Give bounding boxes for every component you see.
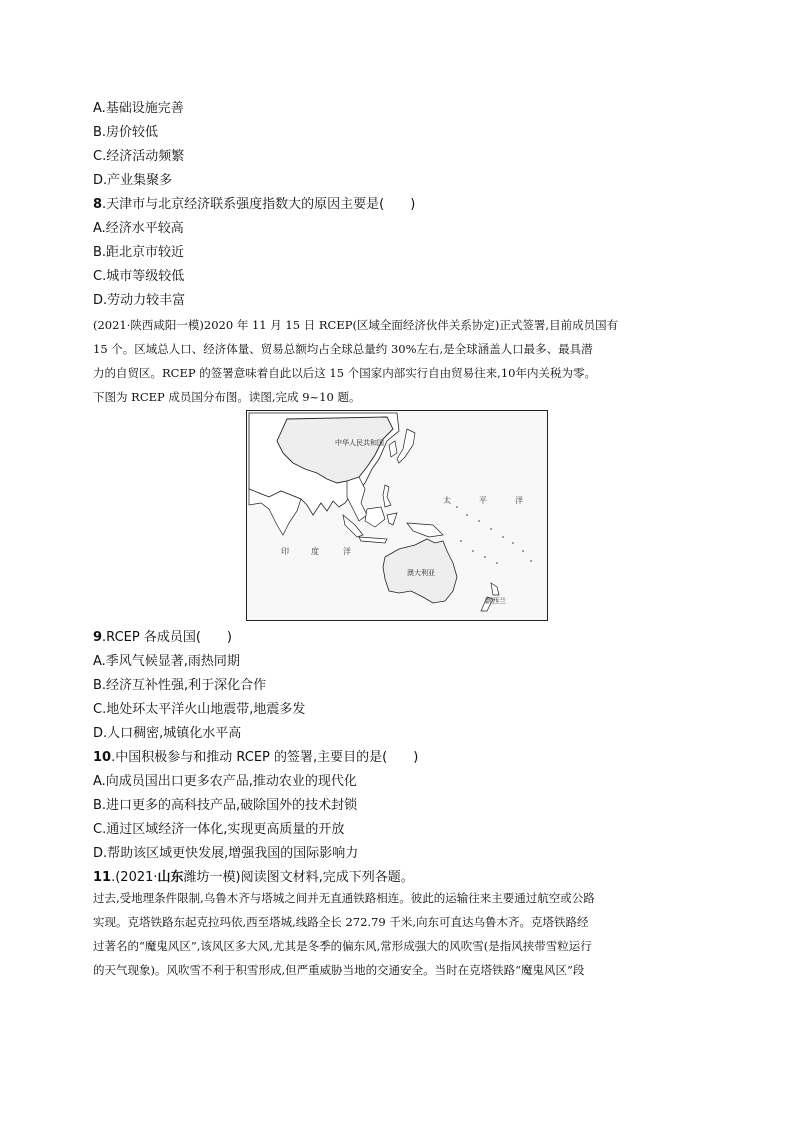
q8-option-c: C.城市等级较低 bbox=[93, 269, 185, 284]
material-line: (2021·陕西咸阳一模)2020 年 11 月 15 日 RCEP(区域全面经济伙伴关系协定)正式签署,目前成员国有 bbox=[93, 318, 619, 332]
rcep-map bbox=[246, 410, 548, 621]
q8-option-d: D.劳动力较丰富 bbox=[93, 293, 186, 308]
q7-option-c: C.经济活动频繁 bbox=[93, 149, 185, 164]
q11-material-line: 过著名的“魔鬼风区”,该风区多大风,尤其是冬季的偏东风,常形成强大的风吹雪(是指风挟带雪粒运行 bbox=[93, 939, 592, 953]
map-label-indian-1: 印 bbox=[281, 547, 289, 556]
q9-option-a: A.季风气候显著,雨热同期 bbox=[93, 654, 240, 669]
q9-stem-text: .RCEP 各成员国( ) bbox=[102, 630, 232, 645]
q8-option-b: B.距北京市较近 bbox=[93, 245, 185, 260]
map-label-pacific-1: 太 bbox=[443, 496, 451, 505]
q10-option-b: B.进口更多的高科技产品,破除国外的技术封锁 bbox=[93, 798, 358, 813]
q9-option-b: B.经济互补性强,利于深化合作 bbox=[93, 678, 267, 693]
material-paragraph bbox=[93, 313, 705, 409]
q7-option-d: D.产业集聚多 bbox=[93, 173, 173, 188]
q10-stem-text: .中国积极参与和推动 RCEP 的签署,主要目的是( ) bbox=[111, 750, 419, 765]
map-label-indian-2: 度 bbox=[311, 547, 319, 556]
q9-option-c: C.地处环太平洋火山地震带,地震多发 bbox=[93, 702, 306, 717]
material-line: 15 个。区域总人口、经济体量、贸易总额均占全球总量约 30%左右,是全球涵盖人口最多、最具潜 bbox=[93, 342, 593, 356]
q9-option-d: D.人口稠密,城镇化水平高 bbox=[93, 726, 242, 741]
map-label-pacific-2: 平 bbox=[479, 496, 487, 505]
map-label-china: 中华人民共和国 bbox=[335, 439, 384, 447]
q11-number: 11 bbox=[93, 870, 112, 885]
q10-option-c: C.通过区域经济一体化,实现更高质量的开放 bbox=[93, 822, 345, 837]
map-label-pacific-3: 洋 bbox=[515, 496, 523, 505]
q9-number: 9 bbox=[93, 630, 103, 645]
q8-stem-text: .天津市与北京经济联系强度指数大的原因主要是( ) bbox=[102, 197, 416, 212]
q10-option-a: A.向成员国出口更多农产品,推动农业的现代化 bbox=[93, 774, 357, 789]
map-label-australia: 澳大利亚 bbox=[407, 569, 435, 577]
q11-material-line: 的天气现象)。风吹雪不利于积雪形成,但严重威胁当地的交通安全。当时在克塔铁路“魔鬼风区”段 bbox=[93, 963, 585, 977]
q11-material-line: 实现。克塔铁路东起克拉玛依,西至塔城,线路全长 272.79 千米,向东可直达乌鲁木齐。克塔铁路经 bbox=[93, 915, 589, 929]
map-label-indian-3: 洋 bbox=[343, 547, 351, 556]
q9-stem bbox=[93, 630, 232, 646]
material-line: 下图为 RCEP 成员国分布图。读图,完成 9~10 题。 bbox=[93, 390, 361, 404]
q11-source-province: 山东 bbox=[157, 870, 184, 885]
q11-source-rest: 潍坊一模)阅读图文材料,完成下列各题。 bbox=[183, 870, 414, 885]
q11-source-prefix: .(2021· bbox=[111, 870, 158, 885]
rcep-map-svg bbox=[247, 411, 547, 620]
q11-material-line: 过去,受地理条件限制,乌鲁木齐与塔城之间并无直通铁路相连。彼此的运输往来主要通过航空或公路 bbox=[93, 891, 595, 905]
q11-stem bbox=[93, 870, 414, 886]
q8-stem bbox=[93, 197, 415, 213]
q10-stem bbox=[93, 750, 418, 766]
q10-option-d: D.帮助该区域更快发展,增强我国的国际影响力 bbox=[93, 846, 359, 861]
q7-option-b: B.房价较低 bbox=[93, 125, 159, 140]
q7-option-a: A.基础设施完善 bbox=[93, 101, 184, 116]
q8-number: 8 bbox=[93, 197, 103, 212]
q8-option-a: A.经济水平较高 bbox=[93, 221, 184, 236]
map-label-new-zealand: 新西兰 bbox=[485, 597, 506, 605]
q11-material-paragraph bbox=[93, 886, 705, 982]
q10-number: 10 bbox=[93, 750, 112, 765]
material-line: 力的自贸区。RCEP 的签署意味着自此以后这 15 个国家内部实行自由贸易往来,10年内关税为零。 bbox=[93, 366, 596, 380]
